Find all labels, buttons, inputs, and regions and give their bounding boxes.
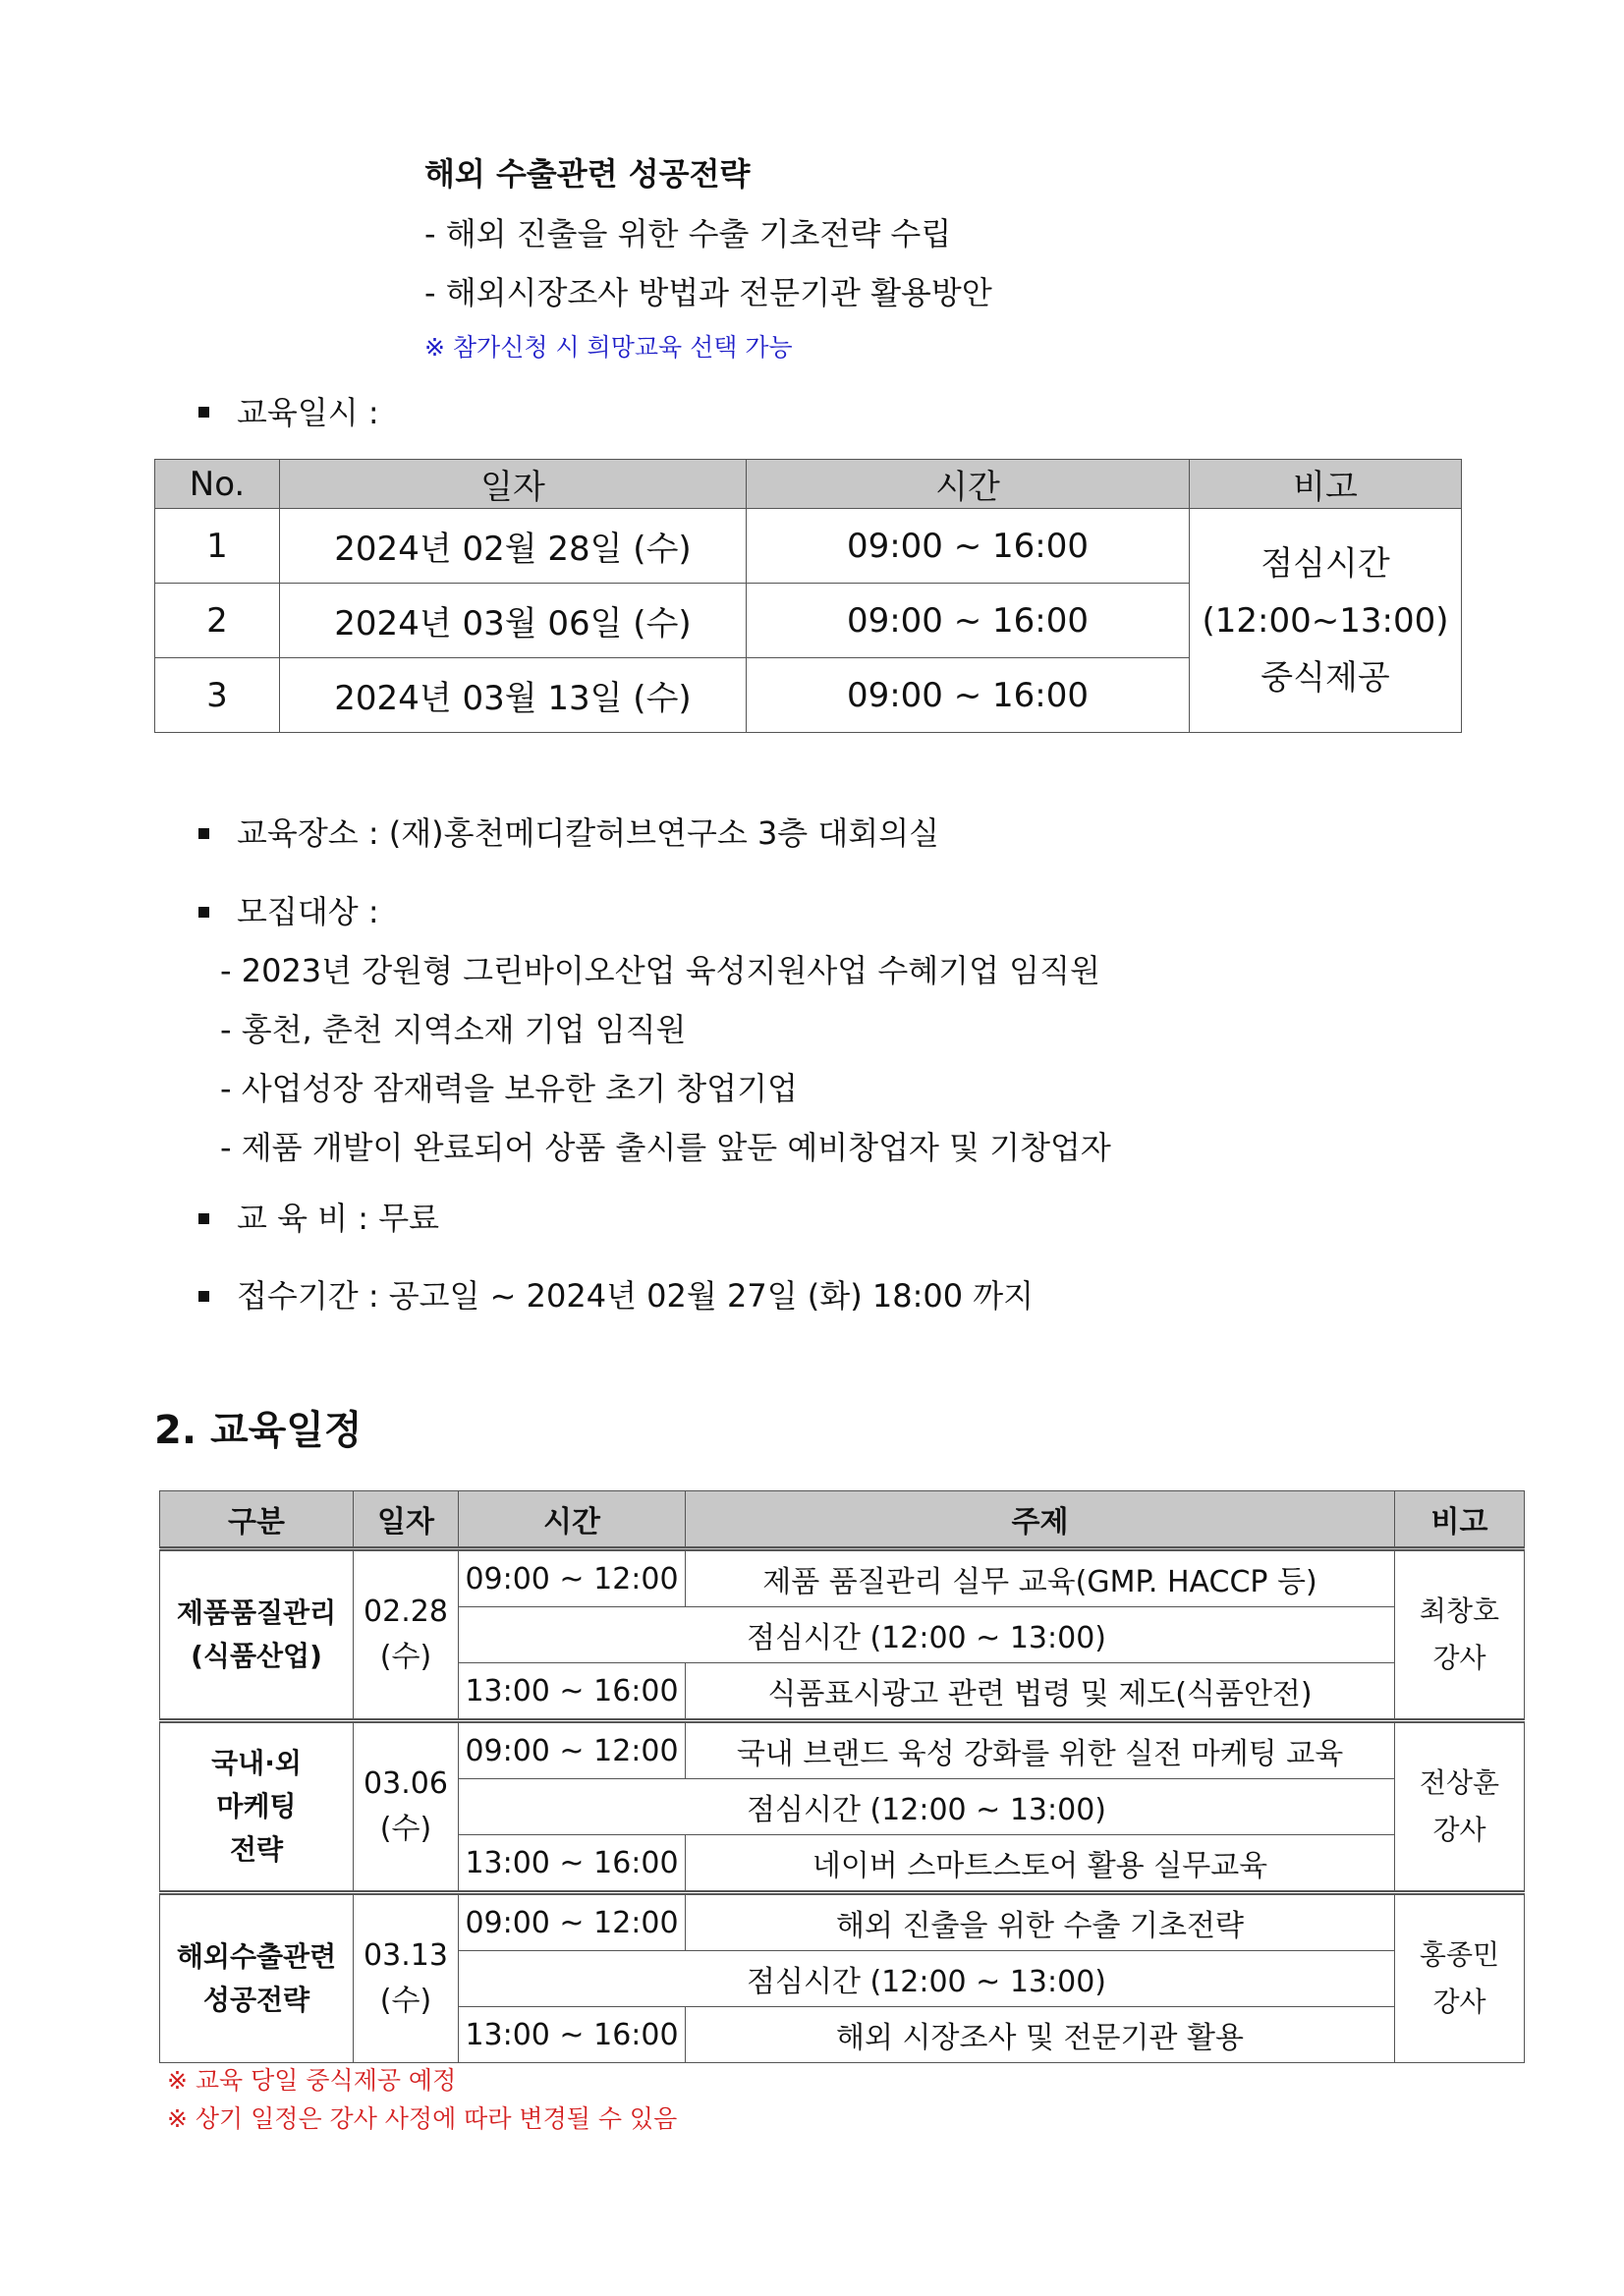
time-cell: 13:00 ~ 16:00 [459,1663,686,1721]
date-line: (수) [379,1640,432,1674]
edu-datetime-label: 교육일시 : [237,394,379,431]
row-time: 09:00 ~ 16:00 [747,509,1190,584]
row-date: 2024년 03월 06일 (수) [280,584,747,658]
section-heading: 해외 수출관련 성공전략 [424,155,751,193]
instructor-cell [1395,1549,1525,1721]
schedule-table [154,459,1462,733]
topic-cell: 국내 브랜드 육성 강화를 위한 실전 마케팅 교육 [686,1721,1395,1779]
date-line: 03.06 [364,1766,448,1801]
table-header: No. [155,460,280,509]
list-item: - 2023년 강원형 그린바이오산업 육성지원사업 수혜기업 임직원 [220,952,1100,989]
row-number: 3 [155,658,280,733]
row-note [1190,509,1462,733]
time-cell: 13:00 ~ 16:00 [459,2007,686,2063]
row-time: 09:00 ~ 16:00 [747,658,1190,733]
category-line: 국내·외 [211,1747,302,1779]
category-line: 성공전략 [202,1984,310,2016]
instructor-title: 강사 [1432,1814,1486,1846]
topic-cell: 해외 시장조사 및 전문기관 활용 [686,2007,1395,2063]
time-cell: 09:00 ~ 12:00 [459,1893,686,1951]
list-item: - 해외 진출을 위한 수출 기초전략 수립 [424,215,952,252]
table-header: 주제 [686,1491,1395,1549]
time-cell: 09:00 ~ 12:00 [459,1721,686,1779]
topic-cell: 네이버 스마트스토어 활용 실무교육 [686,1835,1395,1893]
date-line: 03.13 [364,1938,448,1973]
row-time: 09:00 ~ 16:00 [747,584,1190,658]
list-item: - 해외시장조사 방법과 전문기관 활용방안 [424,274,992,311]
row-date: 2024년 03월 13일 (수) [280,658,747,733]
bullet-icon [198,1213,209,1224]
instructor-name: 홍종민 [1419,1938,1500,1971]
bullet-icon [198,907,209,918]
table-row [160,1721,1525,1779]
category-line: 전략 [229,1833,284,1866]
list-item: - 제품 개발이 완료되어 상품 출시를 앞둔 예비창업자 및 기창업자 [220,1129,1111,1166]
note-line: (12:00~13:00) [1202,600,1449,641]
topic-cell: 식품표시광고 관련 법령 및 제도(식품안전) [686,1663,1395,1721]
topic-cell: 해외 진출을 위한 수출 기초전략 [686,1893,1395,1951]
category-line: 해외수출관련 [176,1940,337,1973]
table-header: 일자 [354,1491,459,1549]
category-cell [160,1549,354,1721]
category-line: (식품산업) [191,1640,322,1672]
footnote: ※ 상기 일정은 강사 사정에 따라 변경될 수 있음 [167,2104,678,2133]
instructor-title: 강사 [1432,1642,1486,1674]
date-line: (수) [379,1812,432,1846]
table-header: 일자 [280,460,747,509]
time-cell: 13:00 ~ 16:00 [459,1835,686,1893]
row-number: 2 [155,584,280,658]
table-row [160,1893,1525,1951]
date-line: (수) [379,1984,432,2018]
bullet-icon [198,828,209,839]
list-item: - 사업성장 잠재력을 보유한 초기 창업기업 [220,1070,798,1107]
table-row [155,509,1462,584]
table-header: 비고 [1395,1491,1525,1549]
note-line: 중식제공 [1260,657,1390,698]
topic-cell: 제품 품질관리 실무 교육(GMP. HACCP 등) [686,1549,1395,1607]
lunch-cell: 점심시간 (12:00 ~ 13:00) [459,1951,1395,2007]
lunch-cell: 점심시간 (12:00 ~ 13:00) [459,1607,1395,1663]
note-line: 점심시간 [1260,543,1390,584]
table-header: 시간 [747,460,1190,509]
instructor-name: 최창호 [1419,1595,1500,1627]
table-header: 시간 [459,1491,686,1549]
time-cell: 09:00 ~ 12:00 [459,1549,686,1607]
schedule-detail-table [159,1490,1525,2063]
instructor-cell [1395,1893,1525,2063]
date-cell [354,1549,459,1721]
category-line: 마케팅 [216,1790,297,1822]
table-header: 구분 [160,1491,354,1549]
row-number: 1 [155,509,280,584]
edu-fee: 교 육 비 : 무료 [237,1200,440,1237]
row-date: 2024년 02월 28일 (수) [280,509,747,584]
apply-period: 접수기간 : 공고일 ~ 2024년 02월 27일 (화) 18:00 까지 [237,1277,1035,1315]
notice-text: ※ 참가신청 시 희망교육 선택 가능 [424,333,793,362]
instructor-title: 강사 [1432,1986,1486,2018]
recruit-label: 모집대상 : [237,893,379,930]
category-cell [160,1721,354,1893]
bullet-icon [198,407,209,418]
category-line: 제품품질관리 [176,1596,337,1629]
table-row [160,1549,1525,1607]
section-title: 2. 교육일정 [154,1408,363,1453]
date-line: 02.28 [364,1595,448,1629]
category-cell [160,1893,354,2063]
edu-place: 교육장소 : (재)홍천메디칼허브연구소 3층 대회의실 [237,814,940,852]
instructor-cell [1395,1721,1525,1893]
list-item: - 홍천, 춘천 지역소재 기업 임직원 [220,1011,687,1048]
bullet-icon [198,1291,209,1302]
table-header: 비고 [1190,460,1462,509]
date-cell [354,1721,459,1893]
date-cell [354,1893,459,2063]
lunch-cell: 점심시간 (12:00 ~ 13:00) [459,1779,1395,1835]
footnote: ※ 교육 당일 중식제공 예정 [167,2066,457,2095]
instructor-name: 전상훈 [1419,1766,1500,1799]
